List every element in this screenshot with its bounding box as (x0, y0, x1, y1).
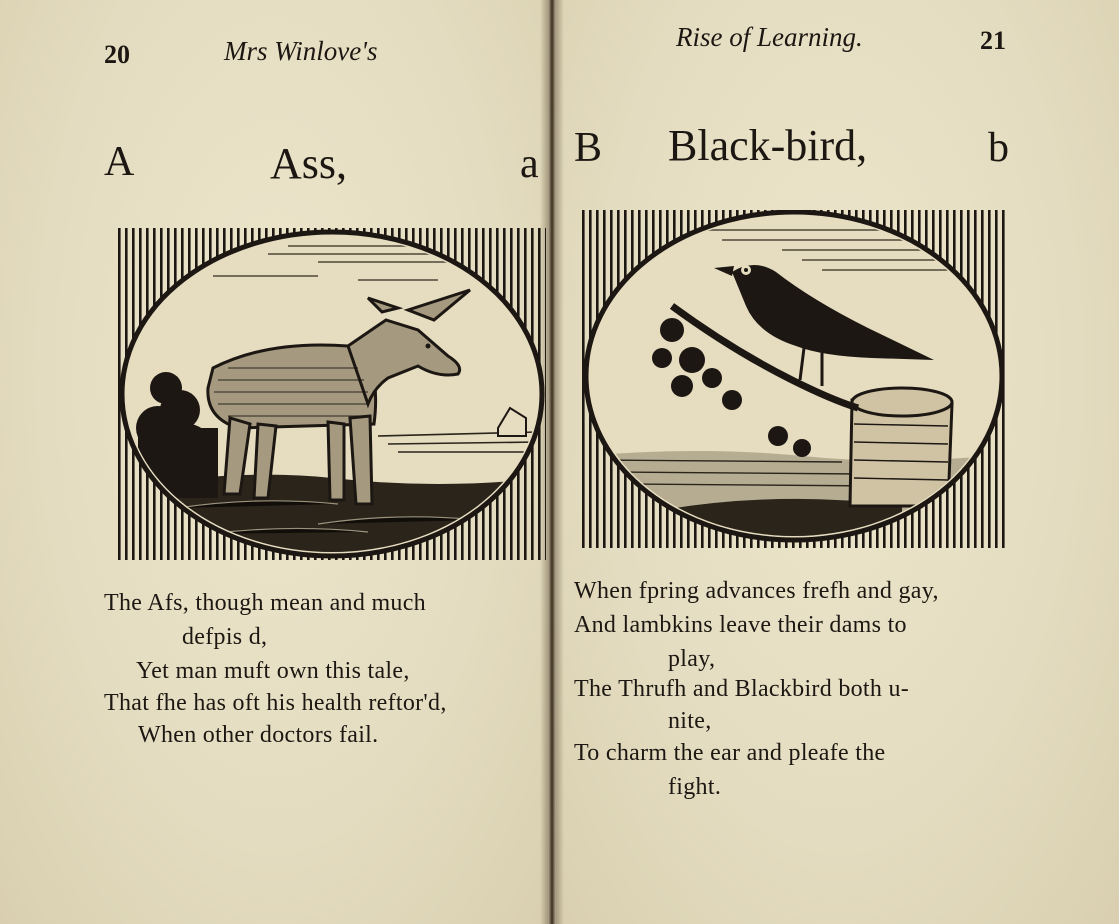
book-gutter (540, 0, 564, 924)
donkey-woodcut-icon (118, 228, 546, 560)
letter-upper-right: B (574, 125, 603, 171)
letter-upper-left: A (104, 139, 135, 185)
running-head-right: Rise of Learning. (676, 22, 863, 52)
verse-line-2-right: And lambkins leave their dams to (574, 612, 907, 638)
verse-line-5-right: nite, (668, 708, 712, 734)
page-number-left: 20 (104, 40, 130, 69)
verse-line-3-left: Yet man muft own this tale, (136, 658, 410, 684)
verse-line-7-right: fight. (668, 774, 722, 800)
entry-title-right: Black-bird, (668, 121, 868, 170)
running-head-left: Mrs Winlove's (224, 36, 378, 66)
letter-lower-right: b (988, 125, 1009, 171)
verse-line-4-left: That fhe has oft his health reftor'd, (104, 690, 447, 716)
verse-line-5-left: When other doctors fail. (138, 722, 379, 748)
verse-line-4-right: The Thrufh and Blackbird both u- (574, 676, 910, 702)
page-number-right: 21 (980, 26, 1006, 55)
verse-line-2-left: defpis d, (182, 624, 268, 650)
verse-line-1-right: When fpring advances frefh and gay, (574, 578, 939, 604)
right-page (556, 0, 1119, 924)
verse-line-1-left: The Afs, though mean and much (104, 590, 426, 616)
letter-lower-left: a (520, 141, 539, 187)
blackbird-woodcut-icon (582, 210, 1006, 548)
entry-title-left: Ass, (270, 139, 348, 188)
verse-line-6-right: To charm the ear and pleafe the (574, 740, 886, 766)
verse-line-3-right: play, (668, 646, 716, 672)
left-page (0, 0, 548, 924)
